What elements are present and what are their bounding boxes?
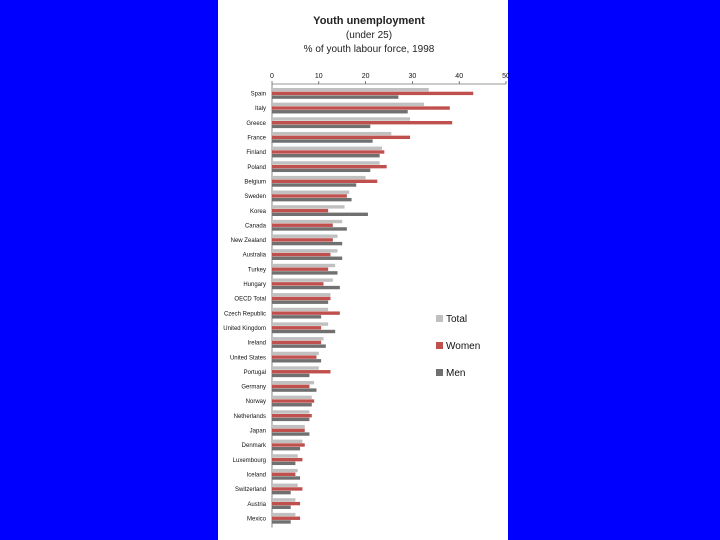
bar-women-france (272, 136, 410, 139)
bar-total-czech-republic (272, 308, 328, 311)
category-label: Germany (241, 384, 266, 391)
bar-women-poland (272, 165, 387, 168)
bar-total-iceland (272, 469, 298, 472)
x-tick-label: 20 (361, 73, 370, 80)
category-label: Spain (250, 91, 266, 98)
bar-men-italy (272, 110, 408, 113)
legend-label-total: Total (446, 314, 468, 325)
category-label: Turkey (247, 267, 266, 274)
bar-men-iceland (272, 476, 300, 479)
bar-women-oecd-total (272, 297, 331, 300)
category-label: OECD Total (234, 296, 266, 303)
bar-total-austria (272, 498, 295, 501)
bar-women-italy (272, 106, 450, 109)
bar-men-australia (272, 257, 342, 260)
bar-men-luxembourg (272, 462, 295, 465)
bar-total-greece (272, 117, 410, 120)
bar-women-canada (272, 224, 333, 227)
category-label: Portugal (243, 369, 266, 376)
bar-total-italy (272, 103, 424, 106)
bar-men-united-kingdom (272, 330, 335, 333)
x-tick-label: 40 (455, 73, 464, 80)
bar-total-australia (272, 249, 338, 252)
category-label: Netherlands (233, 413, 266, 420)
category-label: Switzerland (234, 487, 266, 494)
bar-women-iceland (272, 473, 295, 476)
bar-total-netherlands (272, 410, 309, 413)
bar-women-hungary (272, 282, 323, 285)
bar-total-denmark (272, 440, 302, 443)
bar-women-spain (272, 92, 473, 95)
bar-men-finland (272, 154, 380, 157)
bar-men-oecd-total (272, 301, 328, 304)
bar-men-sweden (272, 198, 352, 201)
bar-women-portugal (272, 370, 331, 373)
legend-swatch-women (436, 342, 443, 349)
bar-total-hungary (272, 278, 333, 281)
bar-women-belgium (272, 180, 377, 183)
category-label: Hungary (243, 282, 266, 288)
bar-total-poland (272, 161, 380, 164)
bars-group (272, 88, 473, 524)
bar-men-france (272, 139, 373, 142)
bar-women-greece (272, 121, 452, 124)
category-label: France (247, 135, 266, 142)
bar-total-mexico (272, 513, 295, 516)
category-label: Canada (244, 223, 266, 230)
category-label: Greece (246, 120, 266, 127)
category-label: Luxembourg (232, 457, 266, 464)
bar-men-switzerland (272, 491, 291, 494)
bar-women-japan (272, 429, 305, 432)
bar-total-korea (272, 205, 345, 208)
bar-women-netherlands (272, 414, 312, 417)
bar-men-japan (272, 432, 309, 435)
category-label: Ireland (247, 340, 266, 347)
bar-women-czech-republic (272, 311, 340, 314)
bar-men-hungary (272, 286, 340, 289)
bar-women-germany (272, 385, 309, 388)
bar-women-norway (272, 399, 314, 402)
category-label: Belgium (244, 179, 266, 186)
slide-panel (218, 0, 508, 540)
category-label: Sweden (244, 194, 266, 201)
bar-total-portugal (272, 366, 319, 369)
bar-women-denmark (272, 443, 305, 446)
bar-men-turkey (272, 271, 338, 274)
bar-men-spain (272, 95, 398, 98)
bar-total-finland (272, 147, 382, 150)
bar-total-germany (272, 381, 314, 384)
bar-total-switzerland (272, 484, 298, 487)
legend-swatch-total (436, 315, 443, 322)
bar-total-sweden (272, 191, 349, 194)
bar-total-united-kingdom (272, 322, 328, 325)
bar-women-austria (272, 502, 300, 505)
bar-men-denmark (272, 447, 300, 450)
bar-men-korea (272, 213, 368, 216)
x-tick-label: 50 (502, 73, 510, 80)
bar-men-new-zealand (272, 242, 342, 245)
bar-women-mexico (272, 517, 300, 520)
bar-women-switzerland (272, 487, 302, 490)
category-label: Japan (249, 428, 266, 435)
category-label: Iceland (246, 472, 266, 479)
bar-men-portugal (272, 374, 309, 377)
bar-total-canada (272, 220, 342, 223)
chart-title: Youth unemployment (313, 15, 425, 27)
bar-women-united-kingdom (272, 326, 321, 329)
bar-women-korea (272, 209, 328, 212)
bar-women-united-states (272, 355, 316, 358)
category-label: Italy (254, 106, 266, 113)
bar-total-belgium (272, 176, 366, 179)
category-label: United Kingdom (223, 325, 266, 332)
category-labels-group (223, 92, 267, 523)
bar-total-turkey (272, 264, 335, 267)
bar-men-united-states (272, 359, 321, 362)
bar-men-mexico (272, 520, 291, 523)
chart-subtitle-line-1: (under 25) (345, 30, 393, 41)
bar-men-greece (272, 125, 370, 128)
x-tick-label: 0 (270, 73, 274, 80)
bar-women-finland (272, 150, 384, 153)
bar-women-sweden (272, 194, 347, 197)
category-label: Poland (247, 164, 266, 171)
bar-total-spain (272, 88, 429, 91)
bar-total-oecd-total (272, 293, 331, 296)
category-label: Czech Republic (223, 311, 266, 318)
bar-women-ireland (272, 341, 321, 344)
x-tick-label: 10 (314, 73, 323, 80)
legend-label-women: Women (446, 341, 481, 352)
category-label: United States (229, 355, 266, 362)
bar-women-luxembourg (272, 458, 302, 461)
bar-men-austria (272, 506, 291, 509)
bar-women-turkey (272, 268, 328, 271)
x-tick-label: 30 (408, 73, 417, 80)
bar-men-netherlands (272, 418, 309, 421)
bar-total-new-zealand (272, 235, 338, 238)
category-label: Norway (245, 399, 266, 406)
bar-chart (218, 0, 508, 540)
legend (436, 314, 480, 379)
category-label: Austria (247, 501, 266, 508)
category-label: Korea (249, 208, 266, 215)
bar-men-belgium (272, 183, 356, 186)
category-label: Mexico (246, 516, 266, 523)
bar-men-norway (272, 403, 312, 406)
category-label: Denmark (241, 443, 266, 450)
bar-total-japan (272, 425, 305, 428)
bar-men-germany (272, 388, 316, 391)
bar-men-canada (272, 227, 347, 230)
bar-total-norway (272, 396, 312, 399)
legend-swatch-men (436, 369, 443, 376)
bar-women-new-zealand (272, 238, 333, 241)
category-label: Australia (242, 252, 266, 259)
category-label: Finland (246, 150, 266, 157)
bar-total-luxembourg (272, 454, 298, 457)
bar-total-france (272, 132, 391, 135)
bar-men-poland (272, 169, 370, 172)
bar-total-united-states (272, 352, 319, 355)
bar-total-ireland (272, 337, 323, 340)
bar-men-czech-republic (272, 315, 321, 318)
category-label: New Zealand (230, 238, 266, 245)
legend-label-men: Men (446, 368, 466, 379)
bar-men-ireland (272, 344, 326, 347)
bar-women-australia (272, 253, 331, 256)
chart-subtitle-line-2: % of youth labour force, 1998 (303, 44, 435, 55)
